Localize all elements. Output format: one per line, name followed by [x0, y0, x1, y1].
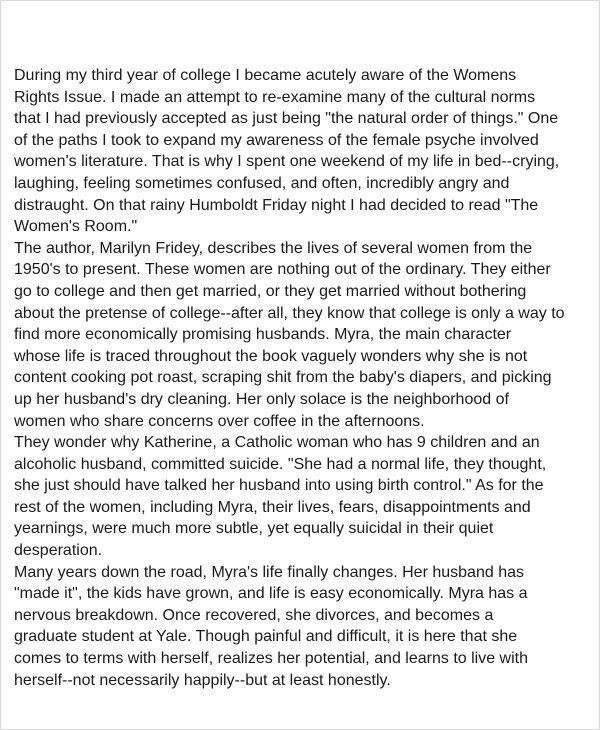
paragraph-2: The author, Marilyn Fridey, describes the lives of several women from the 1950's to present. These women are nothing out of the ordinary. They either go to college and then get married, or they get married without bothering about the pretense of college--after all, they know that college is only a way to find more economically promising husbands. Myra, the main character whose life is traced throughout the book vaguely wonders why she is not content cooking pot roast, scraping shit from the baby's diapers, and picking up her husband's dry cleaning. Her only solace is the neighborhood of women who share concerns over coffee in the afternoons. — [14, 239, 565, 430]
paragraph-1: During my third year of college I became acutely aware of the Womens Rights Issue. I made an attempt to re-examine many of the cultural norms that I had previously accepted as just being "the natural order of things." One of the paths I took to expand my awareness of the female psyche involved women's literature. That is why I spent one weekend of my life in bed--crying, laughing, feeling sometimes confused, and often, incredibly angry and distraught. On that rainy Humboldt Friday night I had decided to read "The Women's Room." — [14, 67, 560, 236]
document-body — [14, 65, 592, 691]
paragraph-3: They wonder why Katherine, a Catholic woman who has 9 children and an alcoholic husband, committed suicide. "She had a normal life, they thought, she just should have talked her husband into using birth control." As for the rest of the women, including Myra, their lives, fears, disappointments and yearnings, were much more subtle, yet equally suicidal in their quiet desperation. — [14, 434, 547, 560]
paragraph-4: Many years down the road, Myra's life finally changes. Her husband has "made it", the kids have grown, and life is easy economically. Myra has a nervous breakdown. Once recovered, she divorces, and becomes a graduate student at Yale. Though painful and difficult, it is here that she comes to terms with herself, realizes her potential, and learns to live with herself--not necessarily happily--but at least honestly. — [14, 563, 529, 689]
